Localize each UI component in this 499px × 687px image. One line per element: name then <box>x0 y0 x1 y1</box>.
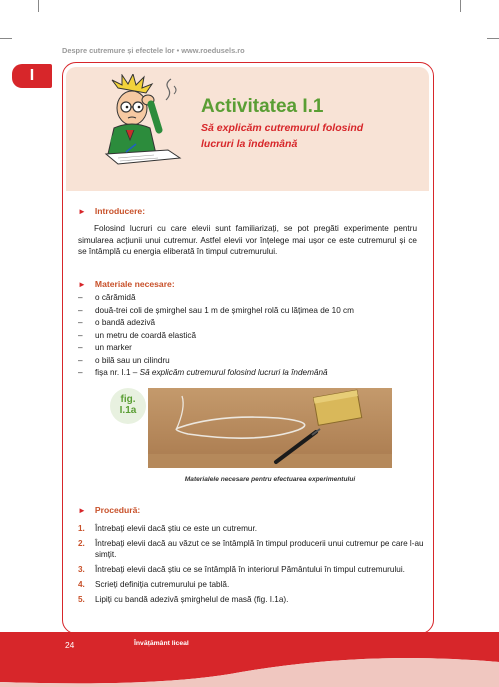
intro-heading-label: Introducere: <box>94 206 146 216</box>
list-item: 2. Întrebați elevii dacă au văzut ce se întâmplă în timpul producerii unui cutremur pe care l-au simțit. <box>78 538 424 560</box>
list-item: – o bandă adezivă <box>78 318 156 327</box>
bullet-triangle-icon: ► <box>78 506 86 515</box>
list-item: 3. Întrebați elevii dacă știu ce se întâmplă în interiorul Pământului în timpul cutremurului. <box>78 565 405 575</box>
running-header: Despre cutremure și efectele lor • www.roedusels.ro <box>62 46 245 55</box>
activity-subtitle: Să explicăm cutremurul folosind lucruri la îndemână <box>201 122 364 150</box>
materials-heading-label: Materiale necesare: <box>94 279 175 289</box>
footer-band <box>0 632 499 687</box>
list-item: – fișa nr. I.1 – Să explicăm cutremurul folosind lucruri la îndemână <box>78 368 328 377</box>
list-item: – un marker <box>78 343 132 352</box>
procedure-list <box>78 523 426 609</box>
list-item: – două-trei coli de șmirghel sau 1 m de șmirghel rolă cu lățimea de 10 cm <box>78 305 354 315</box>
figure-caption: Materialele necesare pentru efectuarea experimentului <box>184 476 356 483</box>
crop-mark <box>487 38 499 39</box>
list-item: – o cărămidă <box>78 293 136 302</box>
crop-mark <box>0 38 12 39</box>
procedure-heading <box>78 505 140 515</box>
intro-paragraph: Folosind lucruri cu care elevii sunt familiarizați, se pot pregăti experimente pentru simularea acțiunii unui cutremur. Astfel elevii vor înțelege mai ușor ce este cutremurul și ce se întâmplă cu energia eliberată în timpul cutremurului. <box>78 224 417 256</box>
crop-mark <box>38 0 39 12</box>
list-item: 5. Lipiți cu bandă adezivă șmirghelul de masă (fig. I.1a). <box>78 595 289 605</box>
figure-badge <box>110 388 146 424</box>
chapter-tab: I <box>12 64 52 88</box>
list-item: – un metru de coardă elastică <box>78 330 197 340</box>
crop-mark <box>460 0 461 12</box>
materials-list <box>78 292 354 380</box>
page-number: 24 <box>65 640 75 650</box>
student-thinking-illustration <box>96 74 192 166</box>
figure-badge-line2: I.1a <box>119 405 137 416</box>
bullet-triangle-icon: ► <box>78 280 86 289</box>
materials-photo <box>148 388 392 468</box>
list-item: 4. Scrieți definiția cutremurului pe tablă. <box>78 580 230 590</box>
materials-heading <box>78 279 175 289</box>
procedure-heading-label: Procedură: <box>94 505 141 515</box>
intro-heading <box>78 206 145 216</box>
list-item: 1. Întrebați elevii dacă știu ce este un cutremur. <box>78 524 258 533</box>
bullet-triangle-icon: ► <box>78 207 86 216</box>
figure-badge-line1: fig. <box>120 394 136 405</box>
footer-label: Învățământ liceal <box>134 640 189 647</box>
list-item: – o bilă sau un cilindru <box>78 355 170 365</box>
activity-title: Activitatea I.1 <box>201 96 324 117</box>
